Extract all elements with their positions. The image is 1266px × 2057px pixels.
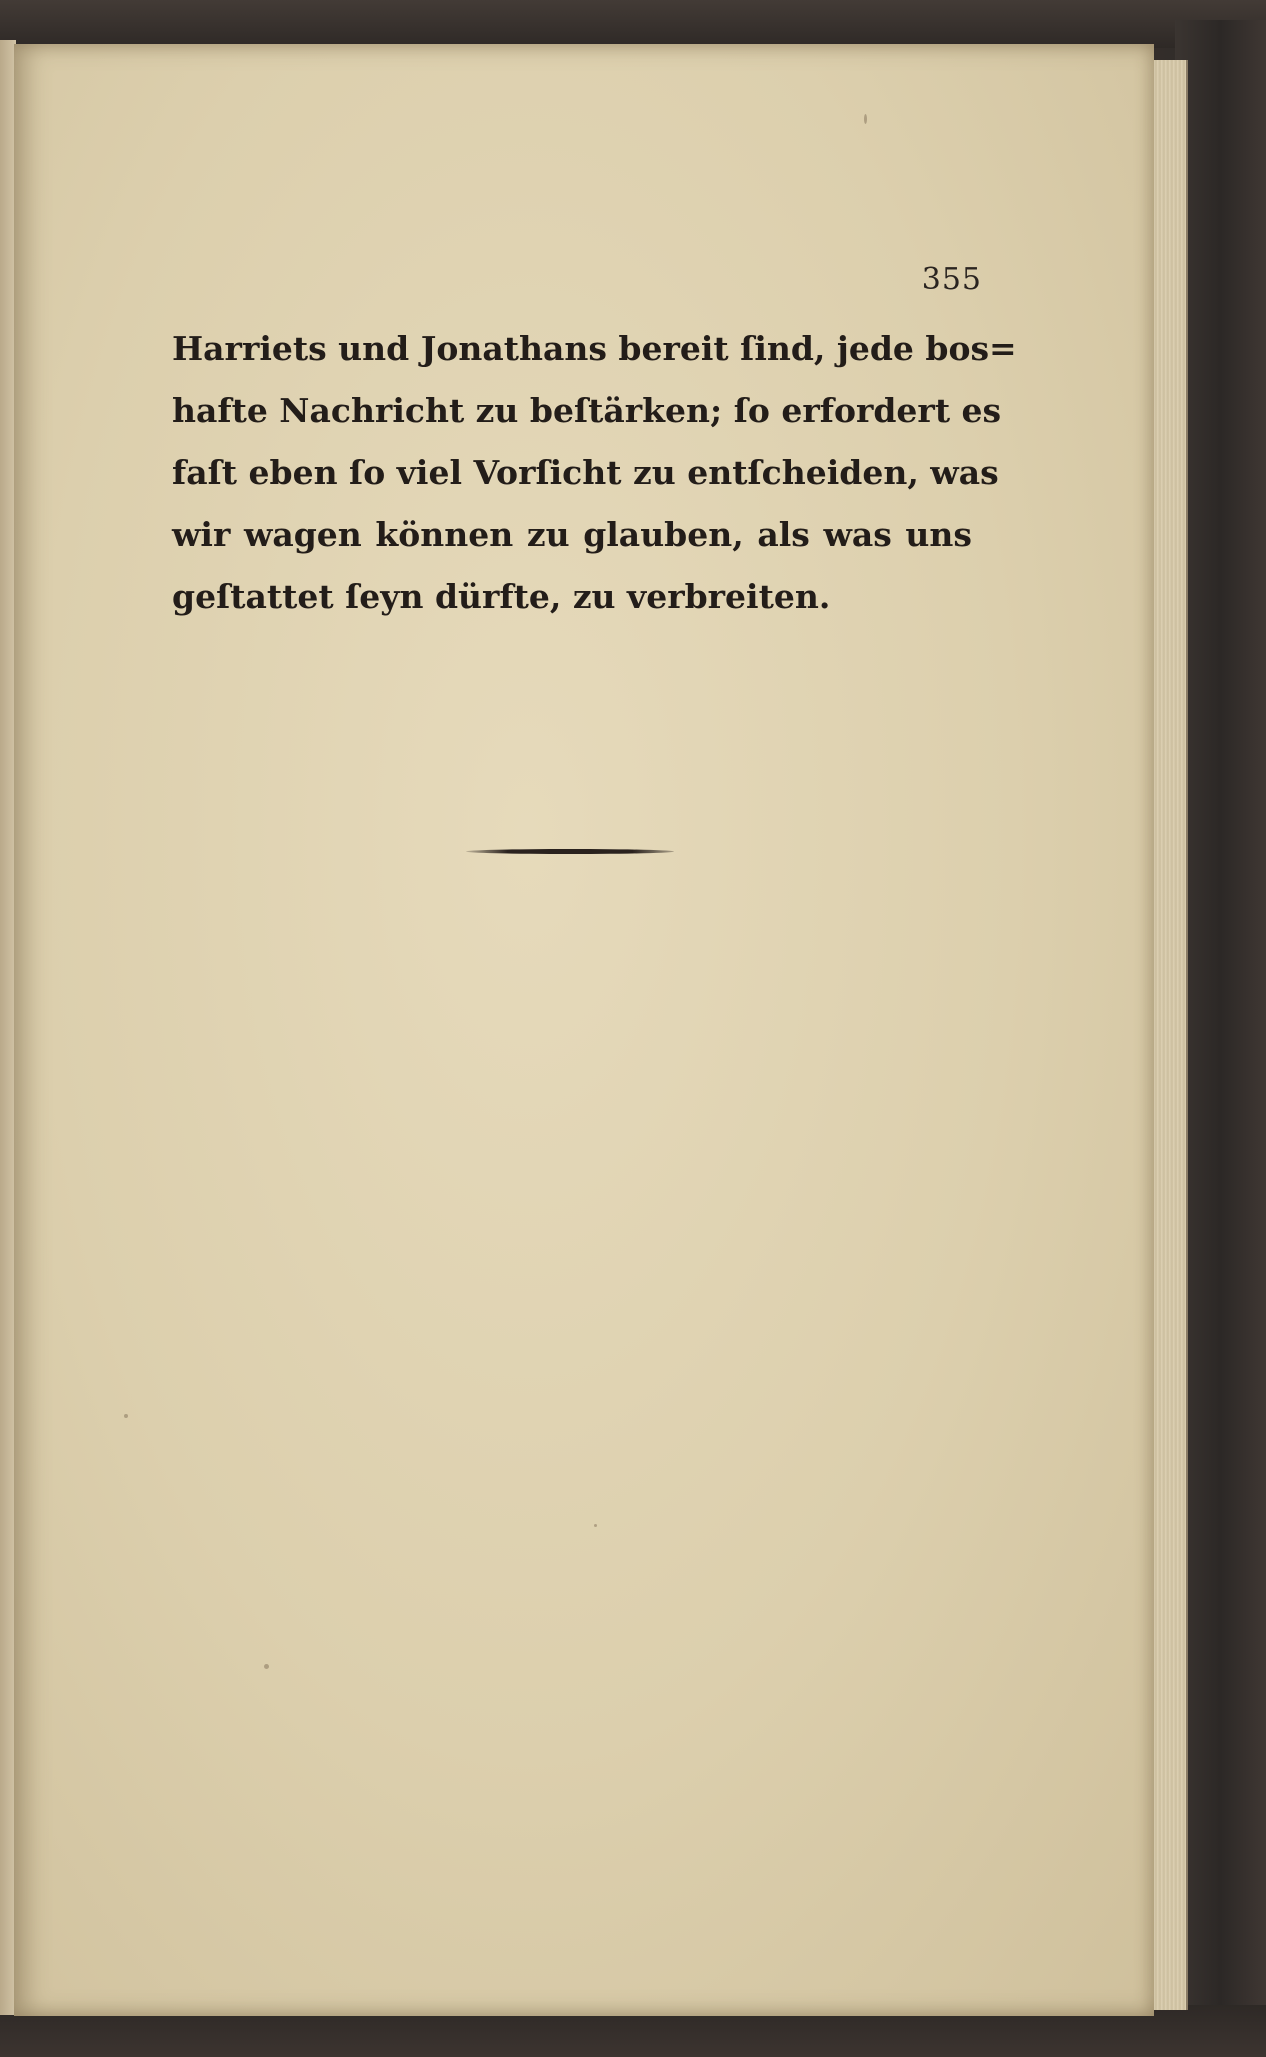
- paper-speck: [864, 114, 867, 124]
- text-line: wir wagen können zu glauben, als was uns: [172, 515, 972, 554]
- paper-speck: [594, 1524, 597, 1527]
- page-body-text: [172, 318, 1017, 628]
- text-line: geſtattet ſeyn dürfte, zu verbreiten.: [172, 577, 831, 616]
- paper-speck: [124, 1414, 128, 1418]
- book-cover-right: [1175, 20, 1266, 2030]
- page-number: 355: [921, 262, 982, 297]
- text-line: hafte Nachricht zu beſtärken; ſo erfordert es: [172, 391, 1002, 430]
- paper-speck: [264, 1664, 269, 1669]
- text-line: faſt eben ſo viel Vorſicht zu entſcheiden, was: [172, 453, 999, 492]
- text-line: Harriets und Jonathans bereit ſind, jede bos=: [172, 329, 1017, 368]
- book-cover-top: [0, 0, 1266, 48]
- chapter-end-rule: [466, 849, 674, 854]
- page-stack-edges: [1150, 60, 1188, 2010]
